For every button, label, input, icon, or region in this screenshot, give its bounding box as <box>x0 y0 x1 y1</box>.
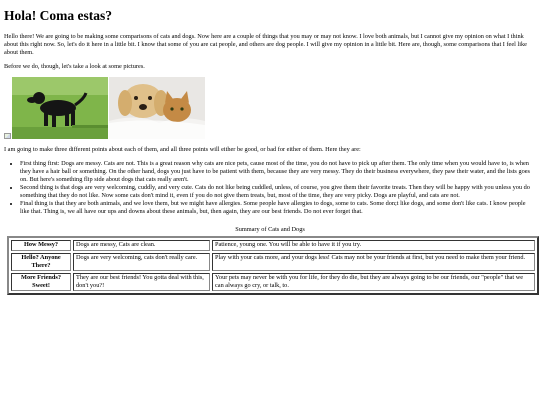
table-cell: They are our best friends! You gotta deal with this, don't you?! <box>73 273 210 291</box>
dog-and-cat-under-blanket-photo <box>109 77 205 139</box>
table-cell: Play with your cats more, and your dogs less! Cats may not be your friends at first, but you need to make them your friend. <box>212 253 535 271</box>
points-list <box>4 160 536 216</box>
pictures-intro: Before we do, though, let's take a look at some pictures. <box>4 62 145 70</box>
list-item: • First thing first: Dogs are messy. Cats are not. This is a great reason why cats are nice pets, cause most of the time, you do not have to pick up after them. The only time when you would have to, is when they have a hair ball or something. On the other hand, dogs you just have to be patient with them, because they are very messy. They do their business everywhere, they paw their water, and the lists goes on. But here's something flip side about dogs that cats really aren't. <box>20 160 536 184</box>
page-title: Hola! Coma estas? <box>4 8 112 23</box>
row-header: More Friends? Sweet! <box>11 273 71 291</box>
broken-image-icon <box>4 133 11 139</box>
summary-table <box>7 236 539 294</box>
table-row <box>11 273 535 291</box>
list-item: • Final thing is that they are both animals, and we love them, but we might have allergies. Some people have allergies to dogs, some to cats. Some don;t like dogs, and some don't like cats. I know people like that. Thing is, we all have our ups and downs about these animals, but, then again, they are our best friends. Do not ever forget that. <box>20 200 536 216</box>
table-cell: Your pets may never be with you for life, for they do die, but they are always going to be our friends, our "people" that we can always go cry, or talk, to. <box>212 273 535 291</box>
table-row <box>11 240 535 250</box>
table-cell: Patience, young one. You will be able to have it if you try. <box>212 240 535 250</box>
black-dog-photo-art <box>12 77 108 139</box>
intro-paragraph: Hello there! We are going to be making some comparisons of cats and dogs. Now here are a couple of things that you may or may not know. I love both animals, but I cannot give my opinion on what I think about this right now. So, let's do it here in a little bit. I know that some of you are cat people, and others are dog people. I will give my opinion in a little bit. Here are, though, some comparisons that I feel like about them. <box>4 32 527 56</box>
row-header: Hello? Anyone There? <box>11 253 71 271</box>
points-intro: I am going to make three different points about each of them, and all three points will either be good, or bad for either of them. Here they are: <box>4 146 361 154</box>
table-cell: Dogs are very welcoming, cats don't really care. <box>73 253 210 271</box>
table-row <box>11 253 535 271</box>
dog-cat-photo-art <box>109 77 205 139</box>
table-caption: Summary of Cats and Dogs <box>235 226 305 234</box>
image-row <box>4 77 536 139</box>
black-dog-on-grass-photo <box>12 77 108 139</box>
table-cell: Dogs are messy, Cats are clean. <box>73 240 210 250</box>
row-header: How Messy? <box>11 240 71 250</box>
list-item: • Second thing is that dogs are very welcoming, cuddly, and very cute. Cats do not like being cuddled, unless, of course, you give them their favorite treats. Then they will be happy with you unless you do something that they do not like. Now some cats don't mind it, even if you do not give them treats, but, most of the time, they are very picky. Dogs are playful, and cats are not. <box>20 184 536 200</box>
